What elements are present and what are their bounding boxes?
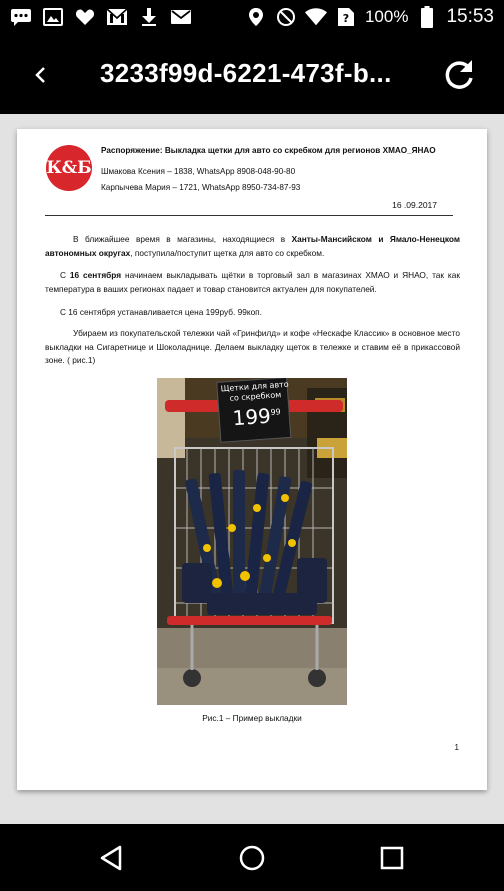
contact-line-1: Шмакова Ксения – 1838, WhatsApp 8908-048-90-80 (101, 167, 296, 176)
recents-square-icon[interactable] (376, 842, 408, 874)
battery-icon (416, 7, 438, 27)
figure-caption: Рис.1 – Пример выкладки (202, 713, 302, 723)
heart-icon (74, 7, 96, 27)
wifi-icon (305, 7, 327, 27)
home-circle-icon[interactable] (236, 842, 268, 874)
paragraph-1: В ближайшее время в магазины, находящиеся в Ханты-Мансийском и Ямало-Ненецком автономных округах, поступила/поступит щетка для авто со скребком. (45, 234, 460, 258)
page-number: 1 (454, 743, 459, 752)
battery-percent: 100% (364, 7, 409, 26)
back-arrow-icon[interactable] (28, 60, 52, 90)
clock: 15:53 (446, 6, 494, 27)
paragraph-2: С 16 сентября начинаем выкладывать щётки в торговый зал в магазинах ХМАО и ЯНАО, так как температура в ваших регионах падает и товар становится актуален для покупателей. (45, 270, 460, 294)
price-sign-line-1: Щетки для авто (220, 379, 289, 394)
price-sign-kop: 99 (270, 407, 282, 417)
document-date: 16 .09.2017 (392, 200, 437, 210)
location-icon (245, 7, 267, 27)
paragraph-4: Убираем из покупательской тележки чай «Гринфилд» и кофе «Нескафе Классик» в основное место выкладки на Сигаретнице и Шоколаднице. Делаем выкладку щеток в тележке и ставим её в прикассовой зоне. ( рис.1) (45, 328, 460, 365)
contact-line-2: Карпычева Мария – 1721, WhatsApp 8950-734-87-93 (101, 183, 301, 192)
app-bar (0, 36, 504, 114)
price-sign-rub: 199 (231, 403, 272, 431)
image-icon (42, 7, 64, 27)
price-sign (219, 380, 292, 431)
paragraph-3: С 16 сентября устанавливается цена 199руб. 99коп. (60, 307, 262, 317)
price-sign-line-2: со скребком (229, 390, 282, 403)
back-triangle-icon[interactable] (96, 842, 128, 874)
status-bar (0, 0, 504, 36)
gmail-icon (170, 7, 192, 27)
document-page (17, 129, 487, 790)
document-viewer[interactable] (0, 114, 504, 824)
notification-icons (10, 7, 192, 27)
cart-photo (157, 378, 347, 705)
svg-text:?: ? (342, 12, 350, 25)
refresh-icon[interactable] (440, 56, 478, 94)
header-title: Распоряжение: Выкладка щетки для авто со скребком для регионов ХМАО_ЯНАО (101, 146, 436, 155)
price-sign-value (221, 400, 293, 431)
download-icon (138, 7, 160, 27)
sim-icon (335, 7, 357, 27)
mail-icon (106, 7, 128, 27)
navigation-bar (0, 824, 504, 891)
company-logo: К&Б (46, 145, 92, 191)
system-icons (245, 6, 494, 28)
do-not-disturb-icon (275, 7, 297, 27)
chat-icon (10, 7, 32, 27)
document-title: 3233f99d-6221-473f-b... (100, 58, 392, 88)
header-divider (45, 215, 453, 216)
